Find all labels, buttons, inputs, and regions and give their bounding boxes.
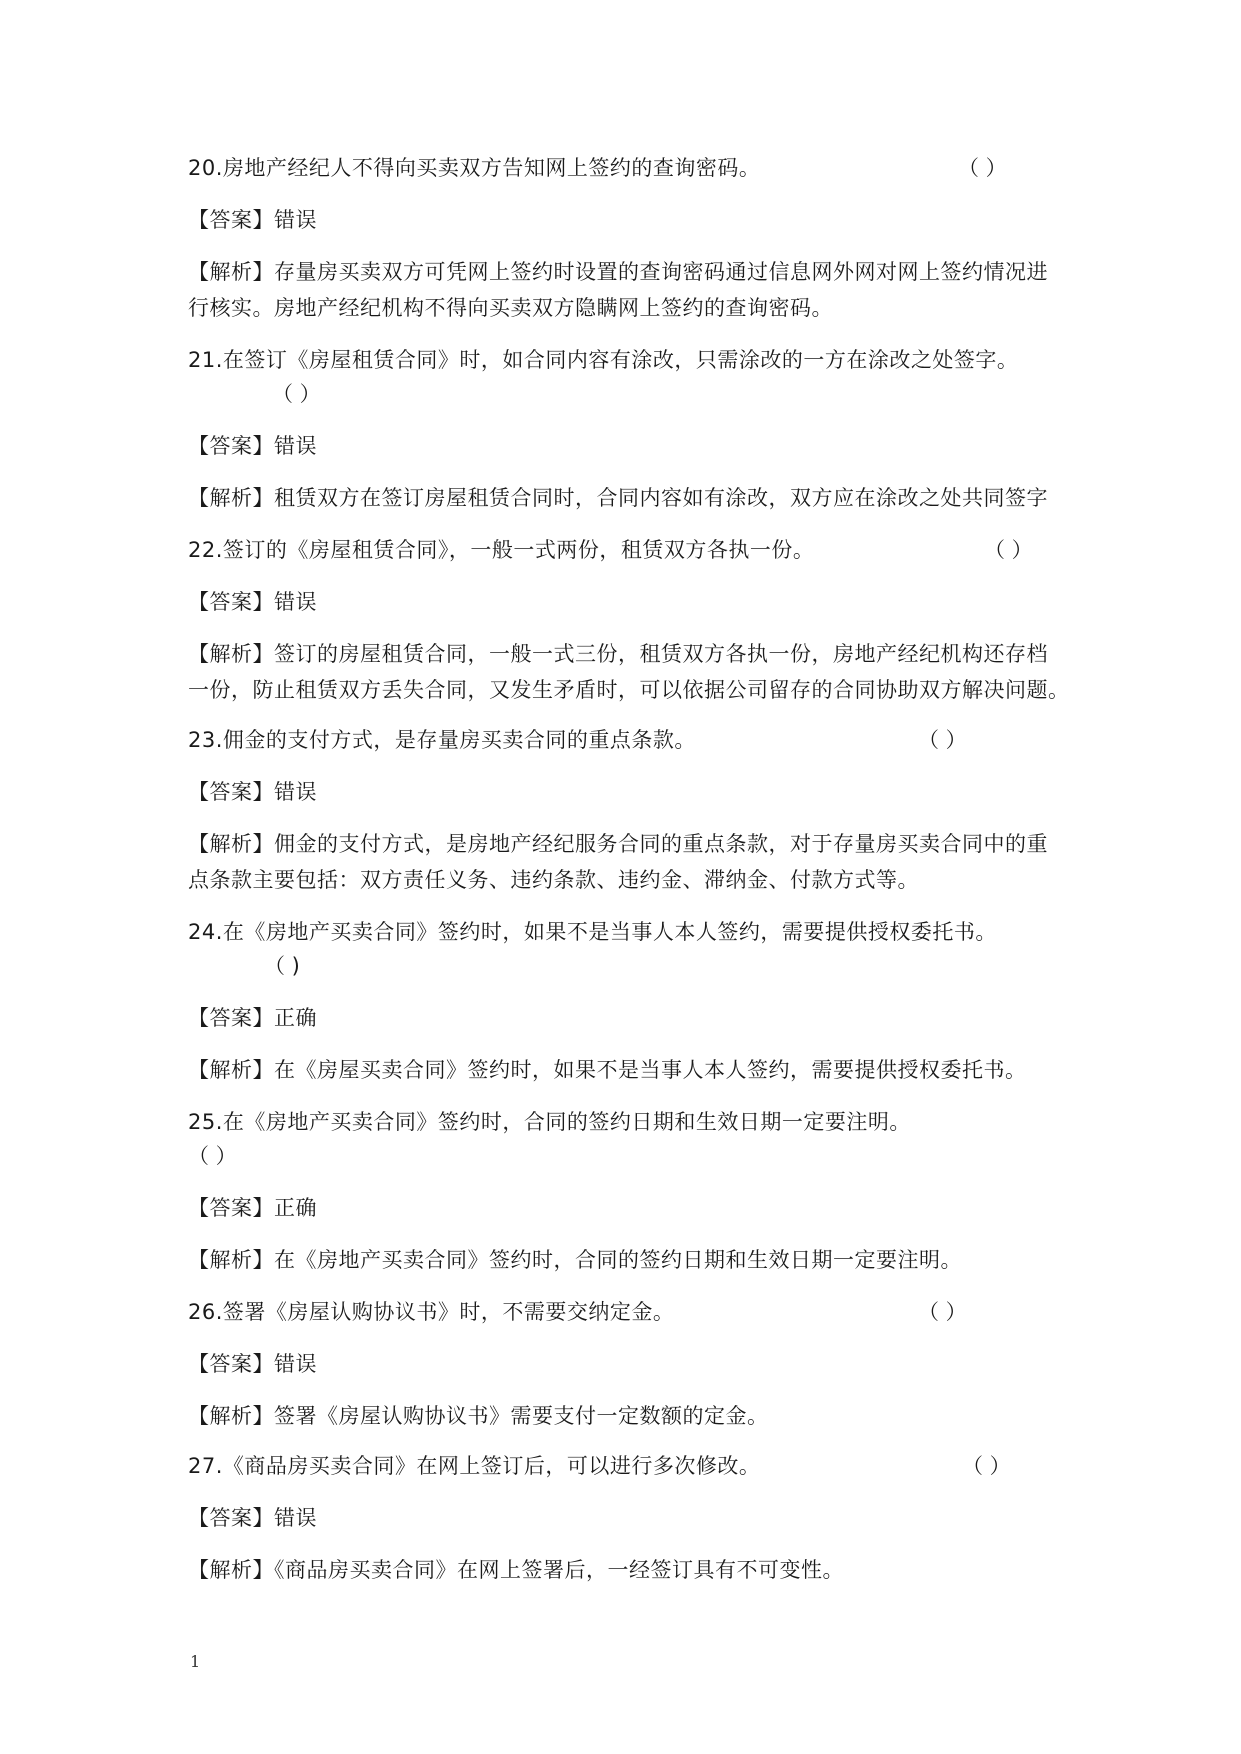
answer-27: 【答案】错误	[188, 1506, 317, 1530]
analysis-27-line-1: 【解析】《商品房买卖合同》在网上签署后，一经签订具有不可变性。	[188, 1558, 844, 1582]
answer-24: 【答案】正确	[188, 1006, 317, 1030]
answer-blank-24: （ )	[264, 954, 300, 978]
analysis-23-line-1: 【解析】佣金的支付方式，是房地产经纪服务合同的重点条款，对于存量房买卖合同中的重	[188, 832, 1048, 856]
answer-25: 【答案】正确	[188, 1196, 317, 1220]
answer-blank-22: （ ）	[984, 538, 1033, 562]
question-21: 21.在签订《房屋租赁合同》时，如合同内容有涂改，只需涂改的一方在涂改之处签字。	[188, 348, 1019, 372]
analysis-25-line-1: 【解析】在《房地产买卖合同》签约时，合同的签约日期和生效日期一定要注明。	[188, 1248, 962, 1272]
analysis-24-line-1: 【解析】在《房屋买卖合同》签约时，如果不是当事人本人签约，需要提供授权委托书。	[188, 1058, 1027, 1082]
question-26: 26.签署《房屋认购协议书》时，不需要交纳定金。	[188, 1300, 675, 1324]
answer-blank-20: （ ）	[958, 156, 1007, 180]
question-25: 25.在《房地产买卖合同》签约时，合同的签约日期和生效日期一定要注明。	[188, 1110, 911, 1134]
answer-21: 【答案】错误	[188, 434, 317, 458]
analysis-22-line-2: 一份，防止租赁双方丢失合同，又发生矛盾时，可以依据公司留存的合同协助双方解决问题。	[188, 678, 1070, 702]
answer-blank-26: （ ）	[918, 1300, 967, 1324]
answer-20: 【答案】错误	[188, 208, 317, 232]
analysis-20-line-2: 行核实。房地产经纪机构不得向买卖双方隐瞒网上签约的查询密码。	[188, 296, 833, 320]
answer-22: 【答案】错误	[188, 590, 317, 614]
answer-blank-27: （ ）	[962, 1454, 1011, 1478]
analysis-23-line-2: 点条款主要包括：双方责任义务、违约条款、违约金、滞纳金、付款方式等。	[188, 868, 919, 892]
question-27: 27.《商品房买卖合同》在网上签订后，可以进行多次修改。	[188, 1454, 761, 1478]
question-20: 20.房地产经纪人不得向买卖双方告知网上签约的查询密码。	[188, 156, 761, 180]
analysis-20-line-1: 【解析】存量房买卖双方可凭网上签约时设置的查询密码通过信息网外网对网上签约情况进	[188, 260, 1048, 284]
answer-blank-21: （ ）	[272, 382, 321, 406]
page-number: 1	[190, 1652, 201, 1671]
question-22: 22.签订的《房屋租赁合同》，一般一式两份，租赁双方各执一份。	[188, 538, 815, 562]
answer-23: 【答案】错误	[188, 780, 317, 804]
analysis-21-line-1: 【解析】租赁双方在签订房屋租赁合同时，合同内容如有涂改，双方应在涂改之处共同签字	[188, 486, 1048, 510]
question-23: 23.佣金的支付方式，是存量房买卖合同的重点条款。	[188, 728, 696, 752]
analysis-22-line-1: 【解析】签订的房屋租赁合同，一般一式三份，租赁双方各执一份，房地产经纪机构还存档	[188, 642, 1048, 666]
answer-blank-25: （ ）	[188, 1144, 237, 1168]
analysis-26-line-1: 【解析】签署《房屋认购协议书》需要支付一定数额的定金。	[188, 1404, 769, 1428]
answer-blank-23: （ ）	[918, 728, 967, 752]
answer-26: 【答案】错误	[188, 1352, 317, 1376]
question-24: 24.在《房地产买卖合同》签约时，如果不是当事人本人签约，需要提供授权委托书。	[188, 920, 997, 944]
